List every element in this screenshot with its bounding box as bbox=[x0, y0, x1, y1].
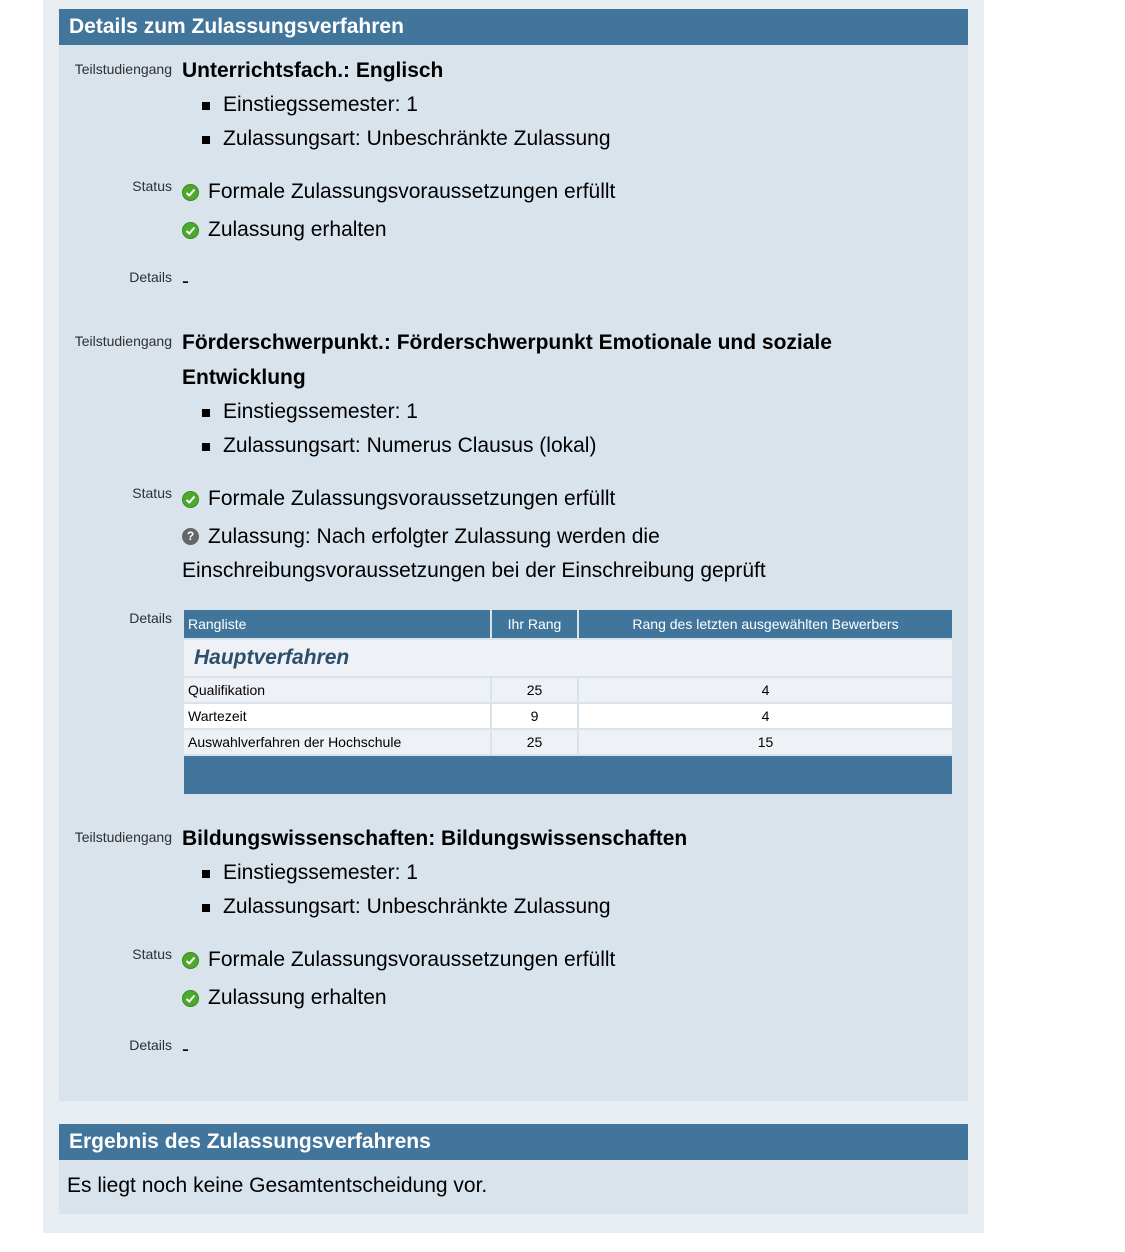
program-body bbox=[182, 325, 942, 463]
status-item bbox=[182, 943, 942, 977]
check-icon bbox=[182, 952, 199, 969]
cell-rank: 25 bbox=[491, 677, 578, 703]
table-footer bbox=[183, 755, 953, 795]
cell-name: Qualifikation bbox=[183, 677, 491, 703]
teilstudiengang-label: Teilstudiengang bbox=[74, 333, 172, 349]
details-value: - bbox=[182, 1038, 189, 1061]
status-text: Zulassung erhalten bbox=[208, 986, 387, 1009]
status-text: Zulassung erhalten bbox=[208, 218, 387, 241]
table-footer-cell bbox=[183, 755, 953, 795]
cell-last-rank: 4 bbox=[578, 703, 953, 729]
column-header-ihr-rang: Ihr Rang bbox=[491, 609, 578, 639]
teilstudiengang-label: Teilstudiengang bbox=[74, 61, 172, 77]
table-row bbox=[183, 703, 953, 729]
result-text: Es liegt noch keine Gesamtentscheidung vor. bbox=[67, 1174, 488, 1197]
list-item: Einstiegssemester: 1 bbox=[182, 856, 942, 890]
list-item: Zulassungsart: Numerus Clausus (lokal) bbox=[182, 429, 942, 463]
program-info-list bbox=[182, 88, 942, 156]
table-row bbox=[183, 677, 953, 703]
program-body bbox=[182, 53, 942, 156]
status-label: Status bbox=[132, 946, 172, 962]
cell-name: Wartezeit bbox=[183, 703, 491, 729]
ranking-table bbox=[182, 608, 954, 796]
list-item: Zulassungsart: Unbeschränkte Zulassung bbox=[182, 122, 942, 156]
question-icon: ? bbox=[182, 528, 199, 545]
details-panel-title: Details zum Zulassungsverfahren bbox=[59, 9, 968, 45]
status-item bbox=[182, 175, 942, 209]
status-item bbox=[182, 520, 942, 588]
status-text: Formale Zulassungsvoraussetzungen erfüllt bbox=[208, 948, 616, 971]
details-panel bbox=[59, 9, 968, 1101]
program-title: Förderschwerpunkt.: Förderschwerpunkt Emotionale und soziale Entwicklung bbox=[182, 331, 832, 389]
details-value: - bbox=[182, 270, 189, 293]
table-group-row bbox=[183, 639, 953, 677]
teilstudiengang-label: Teilstudiengang bbox=[74, 829, 172, 845]
status-label: Status bbox=[132, 485, 172, 501]
table-row bbox=[183, 729, 953, 755]
program-info-list bbox=[182, 856, 942, 924]
list-item: Einstiegssemester: 1 bbox=[182, 395, 942, 429]
status-text: Zulassung: Nach erfolgter Zulassung werden die Einschreibungsvoraussetzungen bei der Einschreibung geprüft bbox=[182, 525, 766, 582]
status-label: Status bbox=[132, 178, 172, 194]
check-icon bbox=[182, 184, 199, 201]
status-text: Formale Zulassungsvoraussetzungen erfüllt bbox=[208, 180, 616, 203]
table-header-row bbox=[183, 609, 953, 639]
check-icon bbox=[182, 990, 199, 1007]
column-header-last-rank: Rang des letzten ausgewählten Bewerbers bbox=[578, 609, 953, 639]
status-list bbox=[182, 482, 942, 588]
status-text: Formale Zulassungsvoraussetzungen erfüllt bbox=[208, 487, 616, 510]
check-icon bbox=[182, 222, 199, 239]
details-label: Details bbox=[129, 269, 172, 285]
cell-rank: 9 bbox=[491, 703, 578, 729]
program-body bbox=[182, 821, 942, 924]
details-label: Details bbox=[129, 1037, 172, 1053]
status-item bbox=[182, 213, 942, 247]
program-info-list bbox=[182, 395, 942, 463]
cell-rank: 25 bbox=[491, 729, 578, 755]
check-icon bbox=[182, 491, 199, 508]
list-item: Zulassungsart: Unbeschränkte Zulassung bbox=[182, 890, 942, 924]
cell-last-rank: 15 bbox=[578, 729, 953, 755]
column-header-rangliste: Rangliste bbox=[183, 609, 491, 639]
program-title: Unterrichtsfach.: Englisch bbox=[182, 59, 444, 82]
status-item bbox=[182, 981, 942, 1015]
status-item bbox=[182, 482, 942, 516]
cell-last-rank: 4 bbox=[578, 677, 953, 703]
result-panel-title: Ergebnis des Zulassungsverfahrens bbox=[59, 1124, 968, 1160]
status-list bbox=[182, 175, 942, 247]
list-item: Einstiegssemester: 1 bbox=[182, 88, 942, 122]
cell-name: Auswahlverfahren der Hochschule bbox=[183, 729, 491, 755]
ranking-table-wrap bbox=[182, 608, 942, 796]
details-label: Details bbox=[129, 610, 172, 626]
program-title: Bildungswissenschaften: Bildungswissenschaften bbox=[182, 827, 688, 850]
group-title: Hauptverfahren bbox=[183, 639, 953, 677]
result-panel bbox=[59, 1124, 968, 1214]
status-list bbox=[182, 943, 942, 1015]
